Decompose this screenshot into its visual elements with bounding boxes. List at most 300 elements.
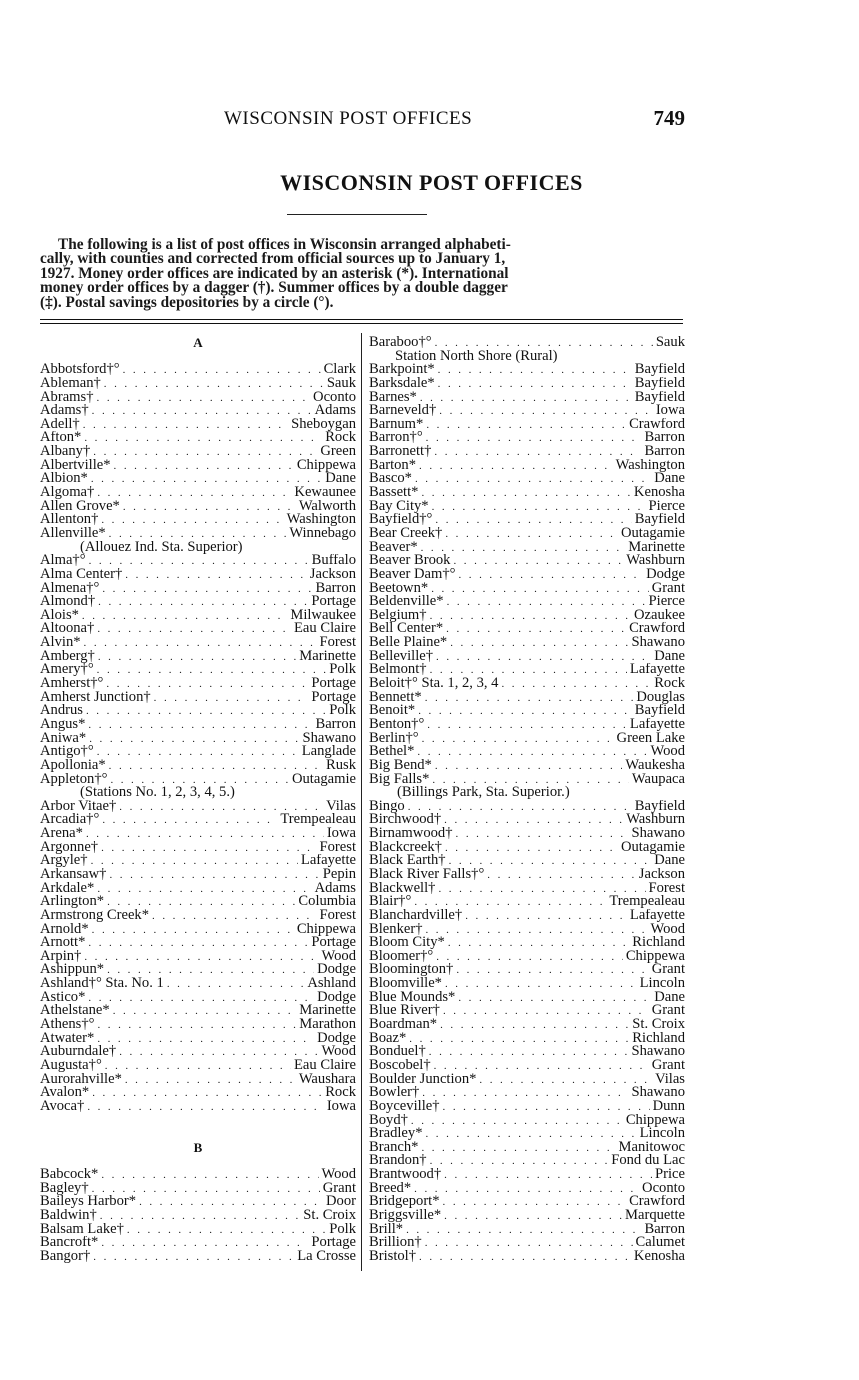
county-name: Vilas bbox=[655, 1072, 685, 1087]
dot-leader bbox=[458, 569, 643, 582]
office-name: Belle Plaine* bbox=[369, 636, 448, 650]
county-name: Barron bbox=[644, 445, 685, 459]
post-office-entry bbox=[40, 800, 356, 814]
letter-heading: B bbox=[193, 1139, 203, 1155]
post-office-entry bbox=[369, 923, 685, 937]
county-name: Lincoln bbox=[639, 1127, 685, 1141]
county-name: Outagamie bbox=[620, 526, 685, 541]
post-office-entry bbox=[40, 431, 356, 445]
dot-leader bbox=[101, 842, 316, 855]
office-name: Blanchardville† bbox=[369, 908, 463, 923]
dot-leader bbox=[406, 1224, 641, 1237]
post-office-entry bbox=[40, 568, 356, 582]
post-office-entry bbox=[369, 1086, 685, 1100]
office-name: Baileys Harbor* bbox=[40, 1195, 137, 1210]
intro-paragraph bbox=[40, 238, 683, 310]
county-name: Manitowoc bbox=[618, 1140, 685, 1155]
office-name: Blackwell† bbox=[369, 881, 436, 896]
dot-leader bbox=[109, 869, 319, 882]
post-office-entry bbox=[40, 745, 356, 759]
office-name: Amherst†° bbox=[40, 677, 104, 691]
dot-leader bbox=[446, 623, 626, 636]
office-name: Briggsville* bbox=[369, 1209, 442, 1223]
post-office-entry bbox=[40, 663, 356, 677]
county-name: Dane bbox=[654, 990, 685, 1005]
county-name: St. Croix bbox=[632, 1018, 685, 1032]
county-name: Grant bbox=[651, 1004, 685, 1019]
post-office-entry bbox=[369, 1182, 685, 1196]
post-office-entry bbox=[40, 636, 356, 650]
spacer bbox=[40, 350, 356, 364]
post-office-entry bbox=[40, 1182, 356, 1196]
county-name: Shawano bbox=[631, 827, 685, 841]
office-name: Barronett† bbox=[369, 445, 432, 459]
county-name: St. Croix bbox=[303, 1209, 356, 1223]
county-name: Portage bbox=[311, 677, 356, 691]
dot-leader bbox=[139, 1196, 323, 1209]
county-name: Forest bbox=[648, 881, 685, 896]
post-office-entry bbox=[369, 868, 685, 882]
county-name: Grant bbox=[651, 963, 685, 978]
office-name: Argonne† bbox=[40, 840, 99, 855]
county-name: Winnebago bbox=[289, 526, 356, 541]
office-name: Barton* bbox=[369, 458, 417, 473]
county-name: Dodge bbox=[646, 567, 685, 582]
office-name: Baldwin† bbox=[40, 1209, 97, 1223]
office-name: Bloomville* bbox=[369, 977, 442, 991]
post-office-entry bbox=[40, 868, 356, 882]
county-name: Chippewa bbox=[296, 458, 356, 473]
office-name: Beloit†° Sta. 1, 2, 3, 4 bbox=[369, 677, 499, 691]
left-column bbox=[40, 336, 356, 1264]
dot-leader bbox=[415, 473, 651, 486]
dot-leader bbox=[152, 910, 316, 923]
office-name: Angus* bbox=[40, 717, 86, 732]
office-name: Beaver Brook bbox=[369, 554, 451, 568]
dot-leader bbox=[439, 405, 653, 418]
county-name: Iowa bbox=[655, 404, 685, 418]
dot-leader bbox=[86, 828, 324, 841]
post-office-entry bbox=[40, 1250, 356, 1264]
dot-leader bbox=[426, 924, 648, 937]
post-office-entry bbox=[40, 472, 356, 486]
station-note: (Billings Park, Sta. Superior.) bbox=[397, 784, 570, 801]
dot-leader bbox=[421, 487, 630, 500]
post-office-entry bbox=[40, 732, 356, 746]
county-name: Bayfield bbox=[634, 513, 685, 527]
post-office-entry bbox=[40, 1004, 356, 1018]
office-name: Arlington* bbox=[40, 895, 105, 909]
county-name: Shawano bbox=[631, 1045, 685, 1059]
section-rule bbox=[40, 319, 683, 324]
office-name: Belleville† bbox=[369, 649, 434, 664]
post-office-entry bbox=[369, 691, 685, 705]
county-name: Waushara bbox=[298, 1072, 356, 1087]
dot-leader bbox=[86, 705, 326, 718]
county-name: Langlade bbox=[301, 745, 356, 759]
dot-leader bbox=[93, 1251, 294, 1264]
county-name: Barron bbox=[315, 581, 356, 596]
post-office-entry bbox=[369, 827, 685, 841]
office-name: Bancroft* bbox=[40, 1236, 99, 1250]
dot-leader bbox=[443, 1101, 650, 1114]
office-name: Balsam Lake† bbox=[40, 1222, 124, 1237]
county-name: Jackson bbox=[309, 567, 356, 582]
post-office-entry bbox=[369, 677, 685, 691]
county-name: Chippewa bbox=[296, 922, 356, 937]
post-office-entry bbox=[40, 923, 356, 937]
county-name: Forest bbox=[319, 636, 356, 650]
dot-leader bbox=[453, 555, 623, 568]
post-office-entry bbox=[40, 1209, 356, 1223]
post-office-entry bbox=[40, 1018, 356, 1032]
office-name: Arpin† bbox=[40, 949, 82, 964]
dot-leader bbox=[119, 801, 323, 814]
dot-leader bbox=[443, 1196, 627, 1209]
dot-leader bbox=[427, 719, 627, 732]
county-name: Pierce bbox=[648, 499, 685, 514]
dot-leader bbox=[408, 801, 632, 814]
post-office-entry bbox=[369, 1209, 685, 1223]
county-name: Polk bbox=[329, 704, 356, 718]
county-name: Barron bbox=[644, 1222, 685, 1237]
county-name: Lafayette bbox=[629, 663, 685, 678]
office-name: Blackcreek† bbox=[369, 840, 442, 855]
office-name: Amery†° bbox=[40, 663, 94, 678]
dot-leader bbox=[438, 378, 632, 391]
county-name: Waukesha bbox=[625, 758, 685, 773]
county-name: Clark bbox=[323, 363, 356, 377]
post-office-entry bbox=[40, 1168, 356, 1182]
post-office-entry bbox=[369, 1236, 685, 1250]
office-name: Arkdale* bbox=[40, 881, 95, 896]
dot-leader bbox=[88, 719, 312, 732]
dot-leader bbox=[419, 1251, 631, 1264]
dot-leader bbox=[444, 1169, 652, 1182]
office-name: Altoona† bbox=[40, 622, 95, 637]
office-name: Basco* bbox=[369, 472, 412, 487]
county-name: Outagamie bbox=[620, 840, 685, 855]
office-name: Auburndale† bbox=[40, 1045, 117, 1059]
dot-leader bbox=[97, 746, 299, 759]
post-office-entry bbox=[369, 1154, 685, 1168]
office-name: Antigo†° bbox=[40, 745, 94, 759]
office-name: Bristol† bbox=[369, 1249, 417, 1264]
county-name: Pierce bbox=[648, 595, 685, 609]
office-name: Andrus bbox=[40, 704, 83, 718]
post-office-entry bbox=[40, 704, 356, 718]
dot-leader bbox=[114, 460, 294, 473]
county-name: Portage bbox=[311, 1236, 356, 1250]
office-name: Augusta†° bbox=[40, 1058, 102, 1073]
office-name: Baraboo†° bbox=[369, 336, 432, 350]
office-name: Belgium† bbox=[369, 608, 427, 623]
dot-leader bbox=[101, 1237, 308, 1250]
page-number: 749 bbox=[653, 106, 685, 130]
dot-leader bbox=[431, 583, 649, 596]
office-name: Blair†° bbox=[369, 895, 412, 909]
office-name: Bear Creek† bbox=[369, 526, 443, 541]
office-name: Black Earth† bbox=[369, 854, 446, 868]
dot-leader bbox=[501, 678, 651, 691]
county-name: Vilas bbox=[326, 799, 356, 814]
county-name: Chippewa bbox=[625, 949, 685, 964]
spacer bbox=[40, 1114, 356, 1141]
office-name: Afton* bbox=[40, 431, 82, 446]
intro-line: 1927. Money order offices are indicated by an asterisk (*). International bbox=[40, 264, 509, 282]
post-office-entry bbox=[369, 595, 685, 609]
county-name: Wood bbox=[321, 949, 356, 964]
office-name: Bay City* bbox=[369, 499, 429, 514]
office-name: Bassett* bbox=[369, 486, 419, 500]
dot-leader bbox=[425, 692, 634, 705]
dot-leader bbox=[92, 924, 294, 937]
dot-leader bbox=[83, 419, 288, 432]
county-name: Outagamie bbox=[291, 772, 356, 787]
post-office-entry bbox=[40, 677, 356, 691]
dot-leader bbox=[92, 1183, 320, 1196]
dot-leader bbox=[445, 978, 637, 991]
county-name: Lafayette bbox=[300, 854, 356, 868]
post-office-entry bbox=[369, 1032, 685, 1046]
county-name: Kewaunee bbox=[294, 486, 356, 500]
office-name: Blenker† bbox=[369, 922, 423, 937]
post-office-entry bbox=[40, 622, 356, 636]
office-name: Arcadia†° bbox=[40, 813, 100, 828]
post-office-entry bbox=[40, 1195, 356, 1209]
county-name: Dodge bbox=[317, 963, 356, 978]
county-name: Green bbox=[320, 445, 356, 459]
office-name: Albion* bbox=[40, 472, 88, 487]
office-name: Branch* bbox=[369, 1140, 419, 1155]
county-name: Shawano bbox=[631, 1086, 685, 1100]
county-name: Marinette bbox=[299, 1004, 356, 1019]
county-name: Shawano bbox=[631, 636, 685, 650]
dot-leader bbox=[91, 855, 298, 868]
office-name: Boaz* bbox=[369, 1031, 407, 1046]
county-name: Price bbox=[655, 1168, 685, 1182]
dot-leader bbox=[84, 637, 317, 650]
title-rule bbox=[287, 214, 427, 215]
office-name: Armstrong Creek* bbox=[40, 908, 150, 923]
office-name: Blue Mounds* bbox=[369, 990, 456, 1005]
county-name: Lafayette bbox=[629, 908, 685, 923]
post-office-entry bbox=[369, 527, 685, 541]
county-name: Fond du Lac bbox=[611, 1154, 685, 1169]
dot-leader bbox=[123, 364, 321, 377]
county-name: Buffalo bbox=[311, 554, 356, 568]
county-name: Wood bbox=[321, 1168, 356, 1182]
county-name: Green Lake bbox=[616, 731, 685, 746]
county-name: Milwaukee bbox=[290, 608, 356, 623]
dot-leader bbox=[444, 814, 623, 827]
post-office-entry bbox=[369, 513, 685, 527]
post-office-entry bbox=[369, 1141, 685, 1155]
county-name: Jackson bbox=[638, 867, 685, 882]
office-name: Almena†° bbox=[40, 581, 100, 596]
office-name: Big Bend* bbox=[369, 758, 432, 773]
county-name: Dodge bbox=[317, 1031, 356, 1046]
post-office-entry bbox=[369, 554, 685, 568]
dot-leader bbox=[92, 405, 312, 418]
post-office-entry bbox=[40, 936, 356, 950]
county-name: Barron bbox=[644, 431, 685, 446]
station-note: (Allouez Ind. Sta. Superior) bbox=[80, 538, 243, 555]
post-office-entry bbox=[40, 391, 356, 405]
post-office-entry bbox=[40, 895, 356, 909]
county-name: Dane bbox=[654, 472, 685, 487]
post-office-entry bbox=[40, 841, 356, 855]
office-name: Alma Center† bbox=[40, 567, 123, 582]
office-name: Bell Center* bbox=[369, 622, 444, 637]
county-name: Barron bbox=[315, 717, 356, 732]
office-name: Aniwa* bbox=[40, 731, 87, 746]
dot-leader bbox=[447, 596, 646, 609]
dot-leader bbox=[102, 814, 277, 827]
county-name: Ozaukee bbox=[633, 608, 685, 623]
office-name: Albertville* bbox=[40, 458, 111, 473]
county-name: Portage bbox=[311, 690, 356, 705]
county-name: Bayfield bbox=[634, 376, 685, 391]
office-name: Barksdale* bbox=[369, 376, 435, 391]
post-office-entry bbox=[40, 882, 356, 896]
office-name: Boyd† bbox=[369, 1113, 408, 1128]
intro-line: cally, with counties and corrected from official sources up to January 1, bbox=[40, 250, 506, 268]
office-name: Adell† bbox=[40, 417, 80, 432]
office-name: Amherst Junction† bbox=[40, 690, 151, 705]
county-name: Kenosha bbox=[633, 1249, 685, 1264]
office-name: Arena* bbox=[40, 827, 83, 841]
county-name: Portage bbox=[311, 595, 356, 609]
office-name: Bonduel† bbox=[369, 1045, 426, 1059]
county-name: Calumet bbox=[635, 1236, 685, 1250]
office-name: Beaver Dam†° bbox=[369, 567, 456, 582]
dot-leader bbox=[93, 446, 317, 459]
dot-leader bbox=[421, 542, 626, 555]
intro-line: (‡). Postal savings depositories by a circle (°). bbox=[40, 293, 334, 311]
intro-line: The following is a list of post offices in Wisconsin arranged alphabeti- bbox=[58, 236, 511, 253]
office-name: Barneveld† bbox=[369, 404, 437, 418]
post-office-entry bbox=[369, 909, 685, 923]
letter-heading: A bbox=[193, 335, 203, 350]
post-office-entry bbox=[369, 1168, 685, 1182]
office-name: Breed* bbox=[369, 1181, 412, 1196]
dot-leader bbox=[479, 1074, 652, 1087]
post-office-entry bbox=[40, 718, 356, 732]
dot-leader bbox=[419, 460, 613, 473]
county-name: Lafayette bbox=[629, 717, 685, 732]
county-name: Rock bbox=[325, 431, 356, 446]
dot-leader bbox=[88, 937, 308, 950]
office-name: Beaver* bbox=[369, 540, 418, 555]
post-office-entry bbox=[40, 813, 356, 827]
post-office-entry bbox=[369, 1195, 685, 1209]
office-name: Barnum* bbox=[369, 417, 424, 432]
post-office-entry bbox=[369, 1250, 685, 1264]
dot-leader bbox=[430, 610, 631, 623]
county-name: Sheboygan bbox=[291, 417, 356, 432]
dot-leader bbox=[429, 1046, 629, 1059]
county-name: Wood bbox=[650, 745, 685, 759]
county-name: Dodge bbox=[317, 990, 356, 1005]
county-name: Adams bbox=[314, 881, 356, 896]
office-name: Babcock* bbox=[40, 1168, 99, 1182]
dot-leader bbox=[409, 1033, 629, 1046]
office-name: Allenton† bbox=[40, 513, 99, 527]
post-office-entry bbox=[40, 513, 356, 527]
post-office-entry bbox=[369, 622, 685, 636]
dot-leader bbox=[445, 842, 618, 855]
office-name: Boyceville† bbox=[369, 1099, 440, 1114]
post-office-entry bbox=[369, 1045, 685, 1059]
office-name: Alois* bbox=[40, 608, 79, 623]
post-office-entry bbox=[40, 977, 356, 991]
station-note: (Stations No. 1, 2, 3, 4, 5.) bbox=[80, 784, 235, 801]
county-name: Oconto bbox=[642, 1181, 685, 1196]
post-office-entry bbox=[369, 841, 685, 855]
county-name: Washburn bbox=[626, 813, 685, 828]
dot-leader bbox=[98, 596, 308, 609]
column-divider bbox=[361, 333, 362, 1271]
office-name: Arbor Vitae† bbox=[40, 799, 117, 814]
dot-leader bbox=[105, 1060, 291, 1073]
post-office-entry bbox=[369, 1004, 685, 1018]
post-office-entry bbox=[40, 691, 356, 705]
post-office-entry bbox=[40, 650, 356, 664]
office-name: Beetown* bbox=[369, 581, 429, 596]
dot-leader bbox=[92, 1087, 322, 1100]
county-name: Sauk bbox=[326, 376, 356, 391]
dot-leader bbox=[458, 992, 651, 1005]
county-name: Walworth bbox=[298, 499, 356, 514]
page-title: WISCONSIN POST OFFICES bbox=[280, 170, 583, 195]
post-office-entry bbox=[40, 377, 356, 391]
office-name: Blue River† bbox=[369, 1004, 440, 1019]
post-office-entry bbox=[369, 732, 685, 746]
office-name: Bayfield†° bbox=[369, 513, 433, 527]
office-name: Benton†° bbox=[369, 717, 425, 732]
county-name: Waupaca bbox=[631, 772, 685, 787]
office-name: Bennett* bbox=[369, 690, 422, 705]
county-name: Bayfield bbox=[634, 799, 685, 814]
office-name: Benoit* bbox=[369, 704, 416, 718]
office-name: Athens†° bbox=[40, 1018, 95, 1032]
county-name: Door bbox=[326, 1195, 356, 1210]
post-office-entry bbox=[369, 813, 685, 827]
office-name: Bloomer†° bbox=[369, 949, 434, 964]
dot-leader bbox=[98, 651, 296, 664]
county-name: Crawford bbox=[629, 1195, 685, 1209]
dot-leader bbox=[100, 1210, 301, 1223]
office-name: Bethel* bbox=[369, 745, 415, 759]
dot-leader bbox=[154, 692, 309, 705]
post-office-entry bbox=[369, 800, 685, 814]
county-name: Richland bbox=[632, 936, 685, 950]
dot-leader bbox=[430, 1155, 609, 1168]
county-name: Rock bbox=[654, 677, 685, 691]
county-name: Washington bbox=[615, 458, 685, 473]
office-name: Beldenville* bbox=[369, 595, 444, 609]
county-name: Washington bbox=[286, 513, 356, 527]
post-office-entry bbox=[369, 718, 685, 732]
dot-leader bbox=[438, 883, 645, 896]
post-office-entry bbox=[40, 1045, 356, 1059]
dot-leader bbox=[420, 392, 632, 405]
dot-leader bbox=[422, 1087, 628, 1100]
office-name: Allenville* bbox=[40, 526, 106, 541]
office-name: Barron†° bbox=[369, 431, 423, 446]
dot-leader bbox=[167, 978, 305, 991]
